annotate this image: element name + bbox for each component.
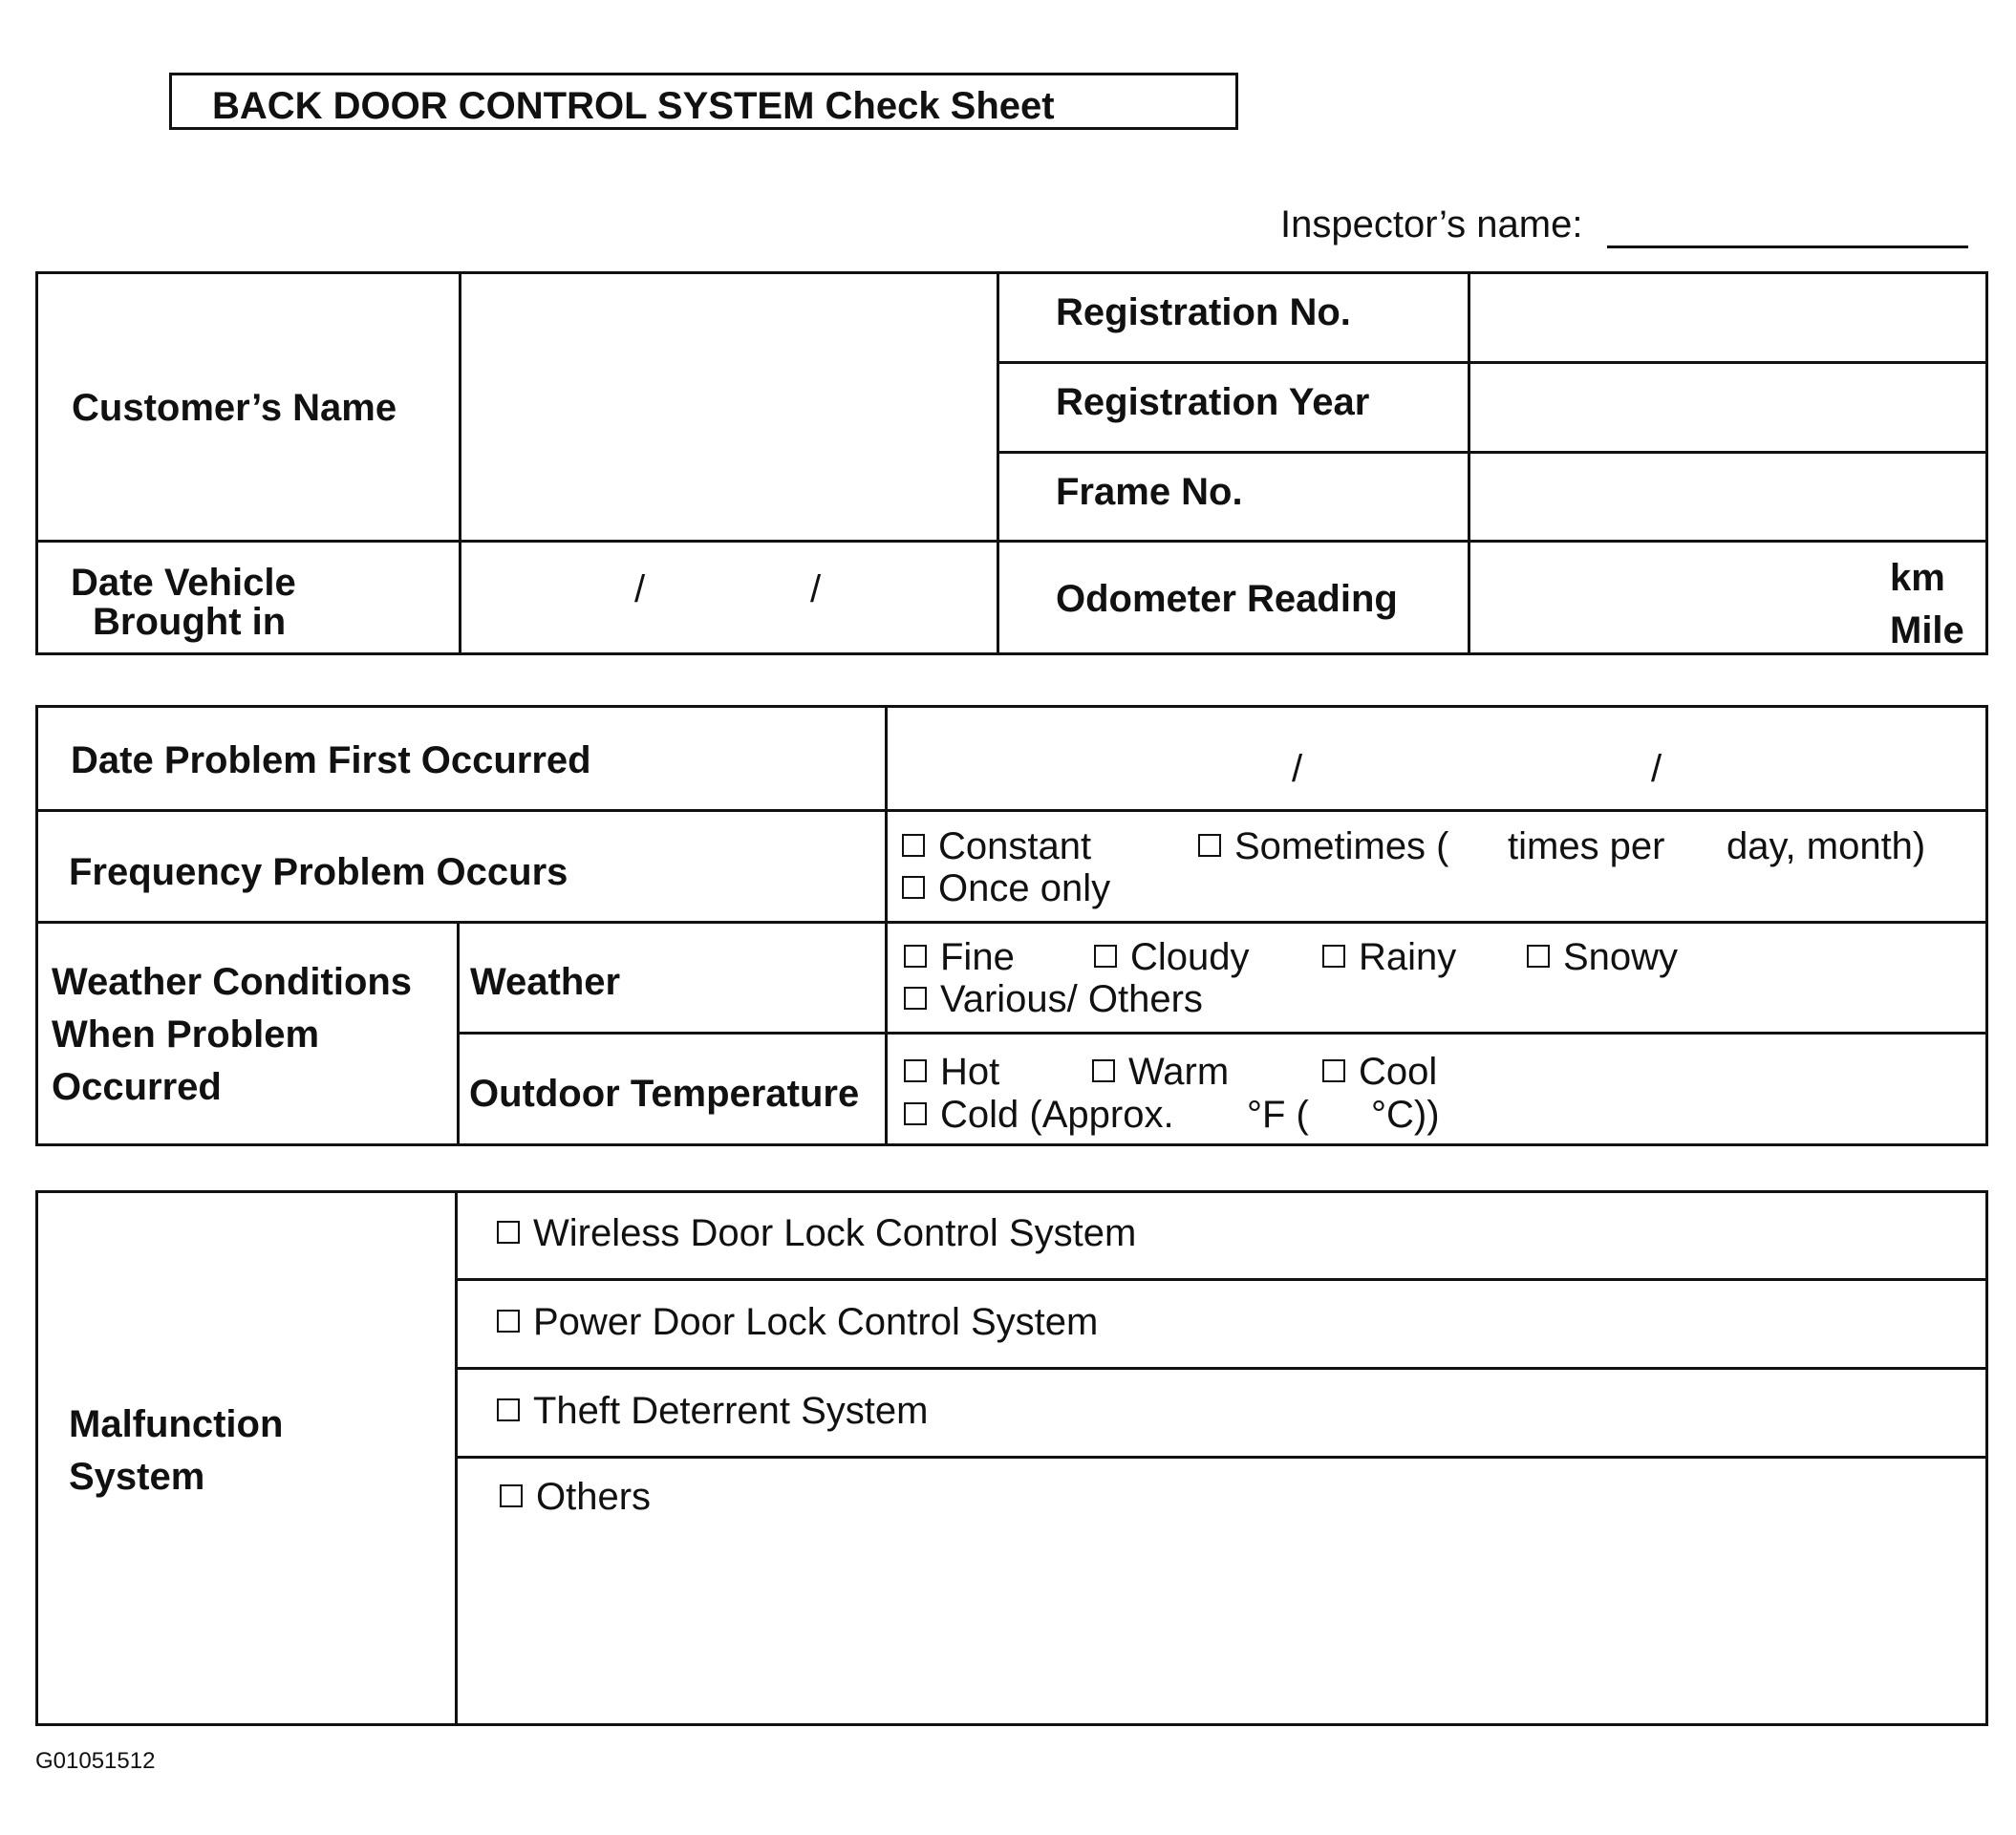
weather-various-option[interactable]: Various/ Others [904,980,1203,1018]
customer-name-field[interactable] [461,274,997,540]
checkbox[interactable] [904,1102,927,1125]
checkbox[interactable] [1094,945,1117,968]
checkbox[interactable] [1527,945,1550,968]
malfunction-system-label-line2: System [69,1456,205,1498]
outdoor-temp-label: Outdoor Temperature [469,1073,860,1115]
customer-name-label: Customer’s Name [72,387,397,429]
page-title: BACK DOOR CONTROL SYSTEM Check Sheet [212,85,1055,127]
date-separator: / [634,568,646,610]
weather-rainy-option[interactable]: Rainy [1322,938,1456,976]
power-door-lock-option[interactable]: Power Door Lock Control System [497,1303,1098,1341]
checkbox[interactable] [902,834,925,857]
date-brought-in-label-line2: Brought in [93,601,287,643]
unit-km: km [1890,557,1945,599]
inspector-name-field[interactable] [1607,245,1968,248]
weather-conditions-label-line2: When Problem [52,1014,320,1056]
registration-no-field[interactable] [1470,274,1985,361]
date-separator: / [1651,748,1662,790]
odometer-field[interactable] [1470,543,1872,652]
date-separator: / [810,568,822,610]
frame-no-field[interactable] [1470,454,1985,540]
figure-code: G01051512 [35,1748,156,1774]
weather-label: Weather [470,961,621,1003]
freq-once-option[interactable]: Once only [902,869,1110,907]
temp-fahrenheit: °F ( [1247,1094,1309,1136]
freq-day-month: day, month) [1726,825,1926,867]
others-option[interactable]: Others [500,1478,651,1516]
checkbox[interactable] [1198,834,1221,857]
freq-sometimes-option[interactable]: Sometimes ( [1198,827,1449,865]
date-brought-in-label: Date Vehicle [71,562,296,604]
date-first-occurred-label: Date Problem First Occurred [71,739,591,781]
weather-fine-option[interactable]: Fine [904,938,1015,976]
frame-no-label: Frame No. [1056,471,1243,513]
temp-cool-option[interactable]: Cool [1322,1053,1437,1091]
weather-conditions-label-line3: Occurred [52,1066,222,1108]
unit-mile: Mile [1890,609,1964,651]
malfunction-system-label: Malfunction [69,1403,284,1445]
weather-conditions-label: Weather Conditions [52,961,413,1003]
registration-no-label: Registration No. [1056,291,1351,333]
odometer-label: Odometer Reading [1056,578,1398,620]
checkbox[interactable] [500,1484,523,1507]
temp-hot-option[interactable]: Hot [904,1053,999,1091]
checkbox[interactable] [902,876,925,899]
date-separator: / [1292,748,1303,790]
temp-celsius: °C)) [1371,1094,1440,1136]
weather-snowy-option[interactable]: Snowy [1527,938,1678,976]
registration-year-field[interactable] [1470,364,1985,451]
title-box [169,73,1238,130]
inspector-name-label: Inspector’s name: [1280,203,1583,245]
temp-warm-option[interactable]: Warm [1092,1053,1229,1091]
weather-cloudy-option[interactable]: Cloudy [1094,938,1250,976]
wireless-door-lock-option[interactable]: Wireless Door Lock Control System [497,1214,1136,1252]
checkbox[interactable] [1322,945,1345,968]
freq-constant-option[interactable]: Constant [902,827,1091,865]
checkbox[interactable] [497,1398,520,1421]
registration-year-label: Registration Year [1056,381,1370,423]
checkbox[interactable] [904,1059,927,1082]
checkbox[interactable] [1092,1059,1115,1082]
theft-deterrent-option[interactable]: Theft Deterrent System [497,1392,928,1430]
freq-times-per: times per [1508,825,1665,867]
checkbox[interactable] [1322,1059,1345,1082]
checkbox[interactable] [497,1310,520,1333]
checkbox[interactable] [904,945,927,968]
checkbox[interactable] [904,987,927,1010]
temp-cold-option[interactable]: Cold (Approx. [904,1096,1174,1134]
checkbox[interactable] [497,1221,520,1244]
frequency-label: Frequency Problem Occurs [69,851,568,893]
